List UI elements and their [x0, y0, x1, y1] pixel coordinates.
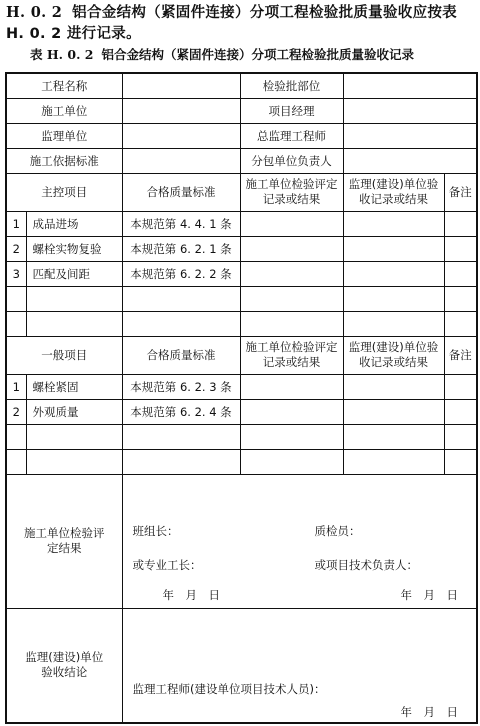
conclusion-date: 年 月 日	[400, 704, 458, 719]
remarks-cell[interactable]	[444, 311, 477, 336]
team-leader-label: 班组长：	[132, 523, 179, 538]
label-batch-location: 检验批部位	[240, 73, 343, 98]
table-row	[6, 236, 477, 261]
section-text: 铝合金结构（紧固件连接）分项工程检验批质量验收应按表 H. 0. 2 进行记录。	[6, 5, 457, 42]
engineer-label: 监理工程师(建设单位项目技术人员)：	[132, 681, 326, 696]
conclusion-signature-area[interactable]	[122, 608, 477, 723]
conclusion-label: 监理(建设)单位验收结论	[6, 608, 122, 723]
supervisor-record-cell[interactable]	[343, 449, 444, 474]
table-title: 铝合金结构（紧固件连接）分项工程检验批质量验收记录	[101, 47, 414, 62]
supervisor-record-cell[interactable]	[343, 236, 444, 261]
label-chief-engineer: 总监理工程师	[240, 123, 343, 148]
value-batch-location[interactable]	[343, 73, 477, 98]
item-standard: 本规范第 6. 2. 1 条	[122, 236, 240, 261]
table-row	[6, 261, 477, 286]
contractor-record-cell[interactable]	[240, 286, 343, 311]
item-name: 螺栓实物复验	[26, 236, 122, 261]
quality-inspector-label: 质检员：	[314, 523, 361, 538]
value-project-name[interactable]	[122, 73, 240, 98]
remarks-cell[interactable]	[444, 261, 477, 286]
evaluation-date-left: 年 月 日	[162, 587, 220, 602]
supervisor-record-cell[interactable]	[343, 311, 444, 336]
label-construction-unit: 施工单位	[6, 98, 122, 123]
table-row	[6, 374, 477, 399]
value-supervision-unit[interactable]	[122, 123, 240, 148]
item-standard: 本规范第 6. 2. 4 条	[122, 399, 240, 424]
contractor-record-cell[interactable]	[240, 236, 343, 261]
remarks-header: 备注	[444, 336, 477, 374]
row-number: 1	[6, 374, 26, 399]
section-heading	[6, 2, 476, 45]
contractor-record-cell[interactable]	[240, 399, 343, 424]
remarks-cell[interactable]	[444, 211, 477, 236]
item-name: 匹配及间距	[26, 261, 122, 286]
supervisor-record-cell[interactable]	[343, 211, 444, 236]
table-caption	[30, 45, 480, 63]
value-subcontractor-head[interactable]	[343, 148, 477, 173]
empty-row	[6, 449, 477, 474]
supervisor-record-header: 监理(建设)单位验收记录或结果	[343, 336, 444, 374]
remarks-cell[interactable]	[444, 424, 477, 449]
evaluation-label: 施工单位检验评定结果	[6, 474, 122, 608]
general-items-label: 一般项目	[6, 336, 122, 374]
empty-row	[6, 286, 477, 311]
section-number: H. 0. 2	[6, 4, 63, 21]
main-items-header	[6, 173, 477, 211]
value-construction-unit[interactable]	[122, 98, 240, 123]
tech-head-label: 或项目技术负责人：	[314, 557, 418, 572]
evaluation-signature-area[interactable]	[122, 474, 477, 608]
remarks-cell[interactable]	[444, 236, 477, 261]
evaluation-date-right: 年 月 日	[400, 587, 458, 602]
item-standard: 本规范第 6. 2. 2 条	[122, 261, 240, 286]
label-supervision-unit: 监理单位	[6, 123, 122, 148]
info-row	[6, 148, 477, 173]
contractor-record-cell[interactable]	[240, 211, 343, 236]
value-project-manager[interactable]	[343, 98, 477, 123]
empty-row	[6, 311, 477, 336]
remarks-cell[interactable]	[444, 286, 477, 311]
foreman-label: 或专业工长：	[132, 557, 202, 572]
conclusion-row	[6, 608, 477, 723]
contractor-record-header: 施工单位检验评定记录或结果	[240, 336, 343, 374]
supervisor-record-cell[interactable]	[343, 261, 444, 286]
standard-header: 合格质量标准	[122, 173, 240, 211]
item-name: 外观质量	[26, 399, 122, 424]
supervisor-record-cell[interactable]	[343, 286, 444, 311]
label-subcontractor-head: 分包单位负责人	[240, 148, 343, 173]
row-number: 1	[6, 211, 26, 236]
remarks-cell[interactable]	[444, 449, 477, 474]
contractor-record-cell[interactable]	[240, 261, 343, 286]
item-standard: 本规范第 6. 2. 3 条	[122, 374, 240, 399]
value-construction-standard[interactable]	[122, 148, 240, 173]
label-project-name: 工程名称	[6, 73, 122, 98]
contractor-record-cell[interactable]	[240, 424, 343, 449]
item-standard: 本规范第 4. 4. 1 条	[122, 211, 240, 236]
value-chief-engineer[interactable]	[343, 123, 477, 148]
contractor-record-cell[interactable]	[240, 449, 343, 474]
remarks-cell[interactable]	[444, 374, 477, 399]
evaluation-row	[6, 474, 477, 608]
general-items-header	[6, 336, 477, 374]
info-row	[6, 123, 477, 148]
supervisor-record-cell[interactable]	[343, 424, 444, 449]
item-name: 螺栓紧固	[26, 374, 122, 399]
label-construction-standard: 施工依据标准	[6, 148, 122, 173]
remarks-header: 备注	[444, 173, 477, 211]
row-number: 3	[6, 261, 26, 286]
supervisor-record-header: 监理(建设)单位验收记录或结果	[343, 173, 444, 211]
remarks-cell[interactable]	[444, 399, 477, 424]
contractor-record-cell[interactable]	[240, 311, 343, 336]
table-row	[6, 399, 477, 424]
contractor-record-header: 施工单位检验评定记录或结果	[240, 173, 343, 211]
table-row	[6, 211, 477, 236]
supervisor-record-cell[interactable]	[343, 399, 444, 424]
supervisor-record-cell[interactable]	[343, 374, 444, 399]
info-row	[6, 98, 477, 123]
empty-row	[6, 424, 477, 449]
label-project-manager: 项目经理	[240, 98, 343, 123]
info-row	[6, 73, 477, 98]
contractor-record-cell[interactable]	[240, 374, 343, 399]
inspection-record-table	[5, 72, 478, 724]
item-name: 成品进场	[26, 211, 122, 236]
standard-header: 合格质量标准	[122, 336, 240, 374]
main-items-label: 主控项目	[6, 173, 122, 211]
row-number: 2	[6, 399, 26, 424]
table-number: 表 H. 0. 2	[30, 47, 94, 62]
row-number: 2	[6, 236, 26, 261]
